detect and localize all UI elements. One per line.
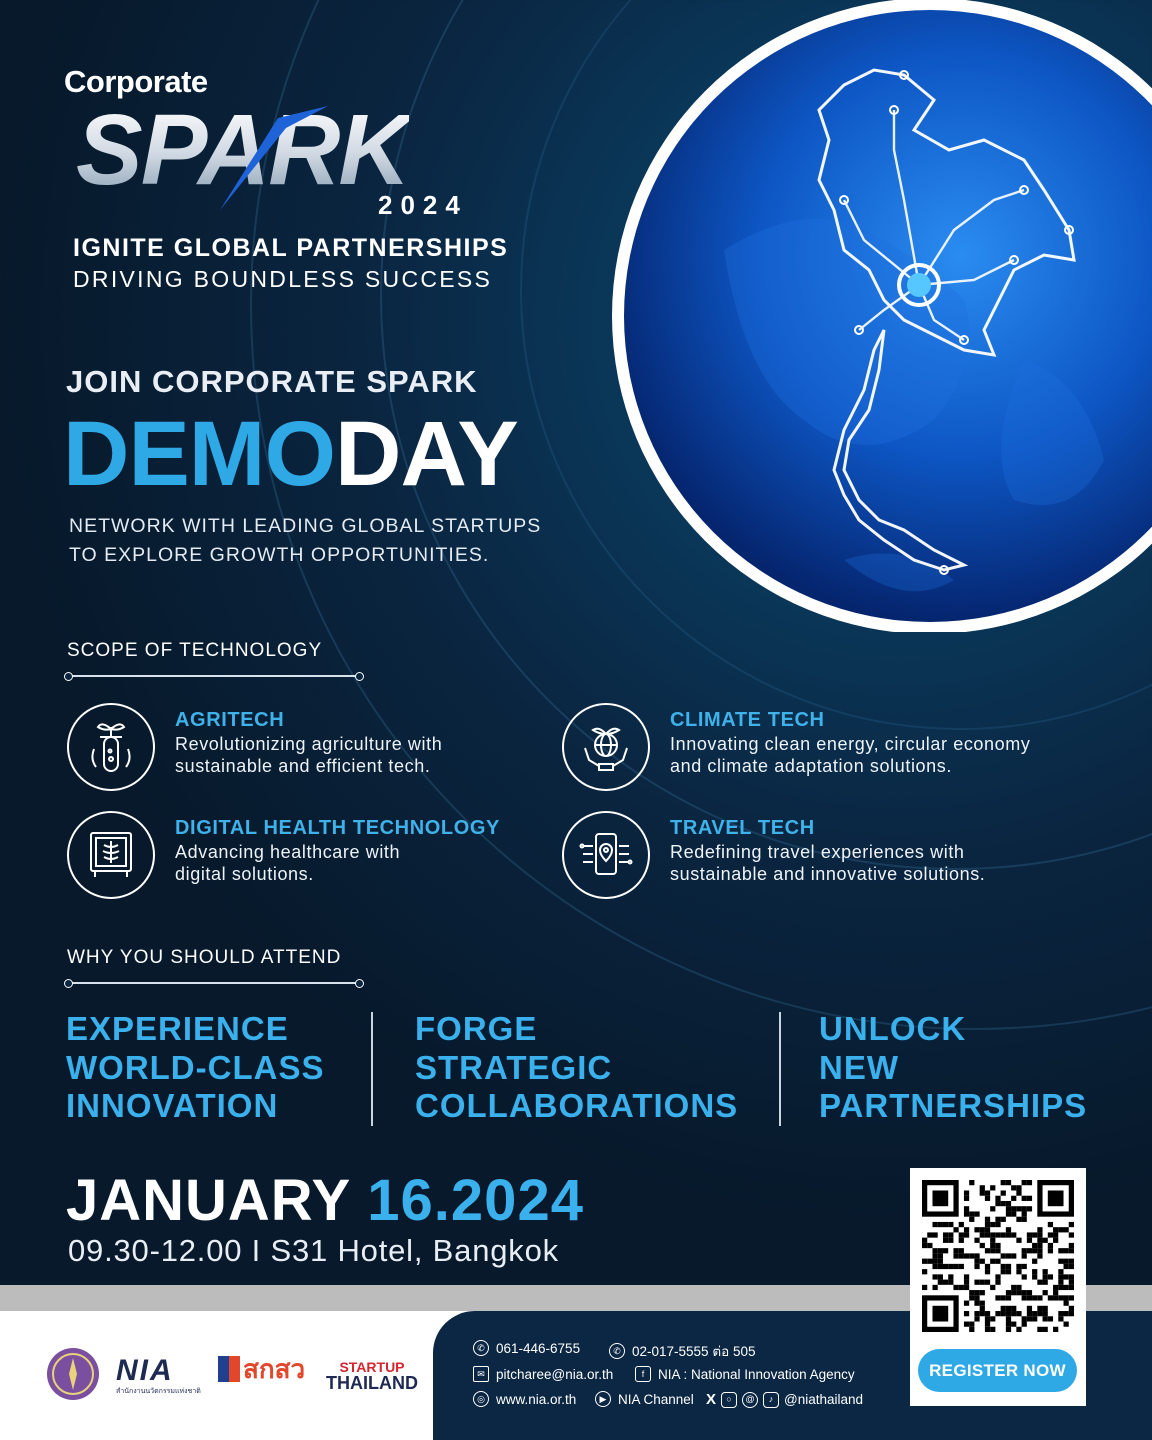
tech-description-line: sustainable and efficient tech. xyxy=(175,756,431,776)
logo-year: 2024 xyxy=(378,190,468,220)
contact-phone-1[interactable] xyxy=(473,1340,580,1356)
aglo-logo-text: สกสว xyxy=(243,1354,306,1384)
day-word: DAY xyxy=(335,403,518,505)
contact-youtube[interactable] xyxy=(595,1391,694,1407)
contact-text: 061-446-6755 xyxy=(496,1340,581,1356)
why-item-line: NEW xyxy=(819,1048,899,1086)
event-date xyxy=(66,1168,584,1233)
why-item-unlock xyxy=(819,1010,1087,1126)
startup-logo-line: STARTUP xyxy=(339,1359,405,1375)
why-item-experience xyxy=(66,1010,324,1126)
xray-icon xyxy=(67,811,155,899)
tech-description-line: Revolutionizing agriculture with xyxy=(175,734,443,754)
qr-code-icon[interactable] xyxy=(922,1180,1074,1332)
demo-word: DEMO xyxy=(63,403,335,505)
why-item-line: UNLOCK xyxy=(819,1010,967,1047)
nia-logo xyxy=(116,1356,204,1397)
tech-item-agritech xyxy=(67,703,547,795)
tech-title: CLIMATE TECH xyxy=(670,709,825,731)
why-item-line: EXPERIENCE xyxy=(66,1010,289,1047)
tiktok-icon: ♪ xyxy=(763,1392,779,1408)
tech-title: DIGITAL HEALTH TECHNOLOGY xyxy=(175,817,500,839)
contact-text: 02-017-5555 ต่อ 505 xyxy=(632,1344,756,1359)
contact-email[interactable] xyxy=(473,1366,613,1382)
startup-logo-line: THAILAND xyxy=(326,1373,418,1393)
youtube-icon: ▶ xyxy=(595,1391,611,1407)
tech-title: AGRITECH xyxy=(175,709,285,731)
why-item-line: FORGE xyxy=(415,1010,538,1047)
globe-hands-icon xyxy=(562,703,650,791)
demoday-heading xyxy=(63,403,518,505)
why-item-line: WORLD-CLASS xyxy=(66,1048,325,1086)
test-tube-plant-icon xyxy=(67,703,155,791)
tech-description xyxy=(175,733,575,777)
phone-location-icon xyxy=(562,811,650,899)
why-item-forge xyxy=(415,1010,738,1126)
contact-text: www.nia.or.th xyxy=(496,1391,577,1407)
mail-icon: ✉ xyxy=(473,1366,489,1382)
ministry-seal-logo xyxy=(45,1346,101,1402)
contact-text: NIA Channel xyxy=(618,1391,694,1407)
tech-description-line: Redefining travel experiences with xyxy=(670,842,965,862)
join-heading: JOIN CORPORATE SPARK xyxy=(66,364,478,399)
logo-corporate-text: Corporate xyxy=(64,64,208,99)
tech-item-travel-tech xyxy=(562,811,1102,903)
why-column-divider xyxy=(371,1012,373,1126)
tech-item-climate-tech xyxy=(562,703,1102,795)
tech-description-line: digital solutions. xyxy=(175,864,314,884)
phone-icon: ✆ xyxy=(473,1340,489,1356)
contact-phone-2[interactable] xyxy=(609,1340,755,1362)
phone-icon: ✆ xyxy=(609,1343,625,1359)
tech-description xyxy=(670,841,1100,885)
contact-text: @niathailand xyxy=(784,1392,864,1407)
why-item-line: INNOVATION xyxy=(66,1087,279,1124)
nia-logo-text: NIA xyxy=(116,1354,174,1387)
why-section-title: WHY YOU SHOULD ATTEND xyxy=(67,947,342,968)
tech-description-line: and climate adaptation solutions. xyxy=(670,756,952,776)
threads-icon: @ xyxy=(742,1392,758,1408)
scope-divider xyxy=(67,675,361,677)
nia-logo-subtitle: สำนักงานนวัตกรรมแห่งชาติ xyxy=(116,1388,201,1395)
globe-thailand-circuit-map xyxy=(604,0,1152,632)
event-day-year: 16.2024 xyxy=(367,1168,584,1233)
aglo-mark-icon xyxy=(218,1356,240,1382)
hero-description-line-1: NETWORK WITH LEADING GLOBAL STARTUPS xyxy=(69,515,542,537)
contact-social[interactable] xyxy=(706,1391,863,1408)
startup-thailand-logo xyxy=(326,1360,418,1392)
tagline-line-2: DRIVING BOUNDLESS SUCCESS xyxy=(73,266,493,292)
contact-website[interactable] xyxy=(473,1391,576,1407)
facebook-icon: f xyxy=(635,1366,651,1382)
globe-icon: ◎ xyxy=(473,1391,489,1407)
tagline-line-1: IGNITE GLOBAL PARTNERSHIPS xyxy=(73,234,509,262)
why-divider xyxy=(67,982,361,984)
logo-spark-text: SPARK xyxy=(76,94,409,206)
tech-description-line: Innovating clean energy, circular economy xyxy=(670,734,1031,754)
event-month: JANUARY xyxy=(66,1168,351,1233)
aglo-logo xyxy=(218,1356,305,1382)
event-time-venue: 09.30-12.00 I S31 Hotel, Bangkok xyxy=(68,1233,559,1268)
tech-description xyxy=(175,841,575,885)
hero-description-line-2: TO EXPLORE GROWTH OPPORTUNITIES. xyxy=(69,544,490,566)
x-icon: X xyxy=(706,1391,717,1408)
contact-text: pitcharee@nia.or.th xyxy=(496,1366,614,1382)
why-item-line: COLLABORATIONS xyxy=(415,1087,739,1124)
register-now-button[interactable]: REGISTER NOW xyxy=(918,1349,1077,1392)
why-item-line: PARTNERSHIPS xyxy=(819,1087,1088,1124)
scope-section-title: SCOPE OF TECHNOLOGY xyxy=(67,640,323,661)
tech-title: TRAVEL TECH xyxy=(670,817,815,839)
contact-text: NIA : National Innovation Agency xyxy=(658,1366,855,1382)
tech-description-line: sustainable and innovative solutions. xyxy=(670,864,986,884)
tech-description-line: Advancing healthcare with xyxy=(175,842,401,862)
why-item-line: STRATEGIC xyxy=(415,1048,613,1086)
why-column-divider xyxy=(779,1012,781,1126)
contact-facebook[interactable] xyxy=(635,1366,855,1382)
instagram-icon: ○ xyxy=(721,1392,737,1408)
spark-swoosh-icon xyxy=(200,98,330,218)
tech-item-digital-health xyxy=(67,811,547,903)
tech-description xyxy=(670,733,1100,777)
